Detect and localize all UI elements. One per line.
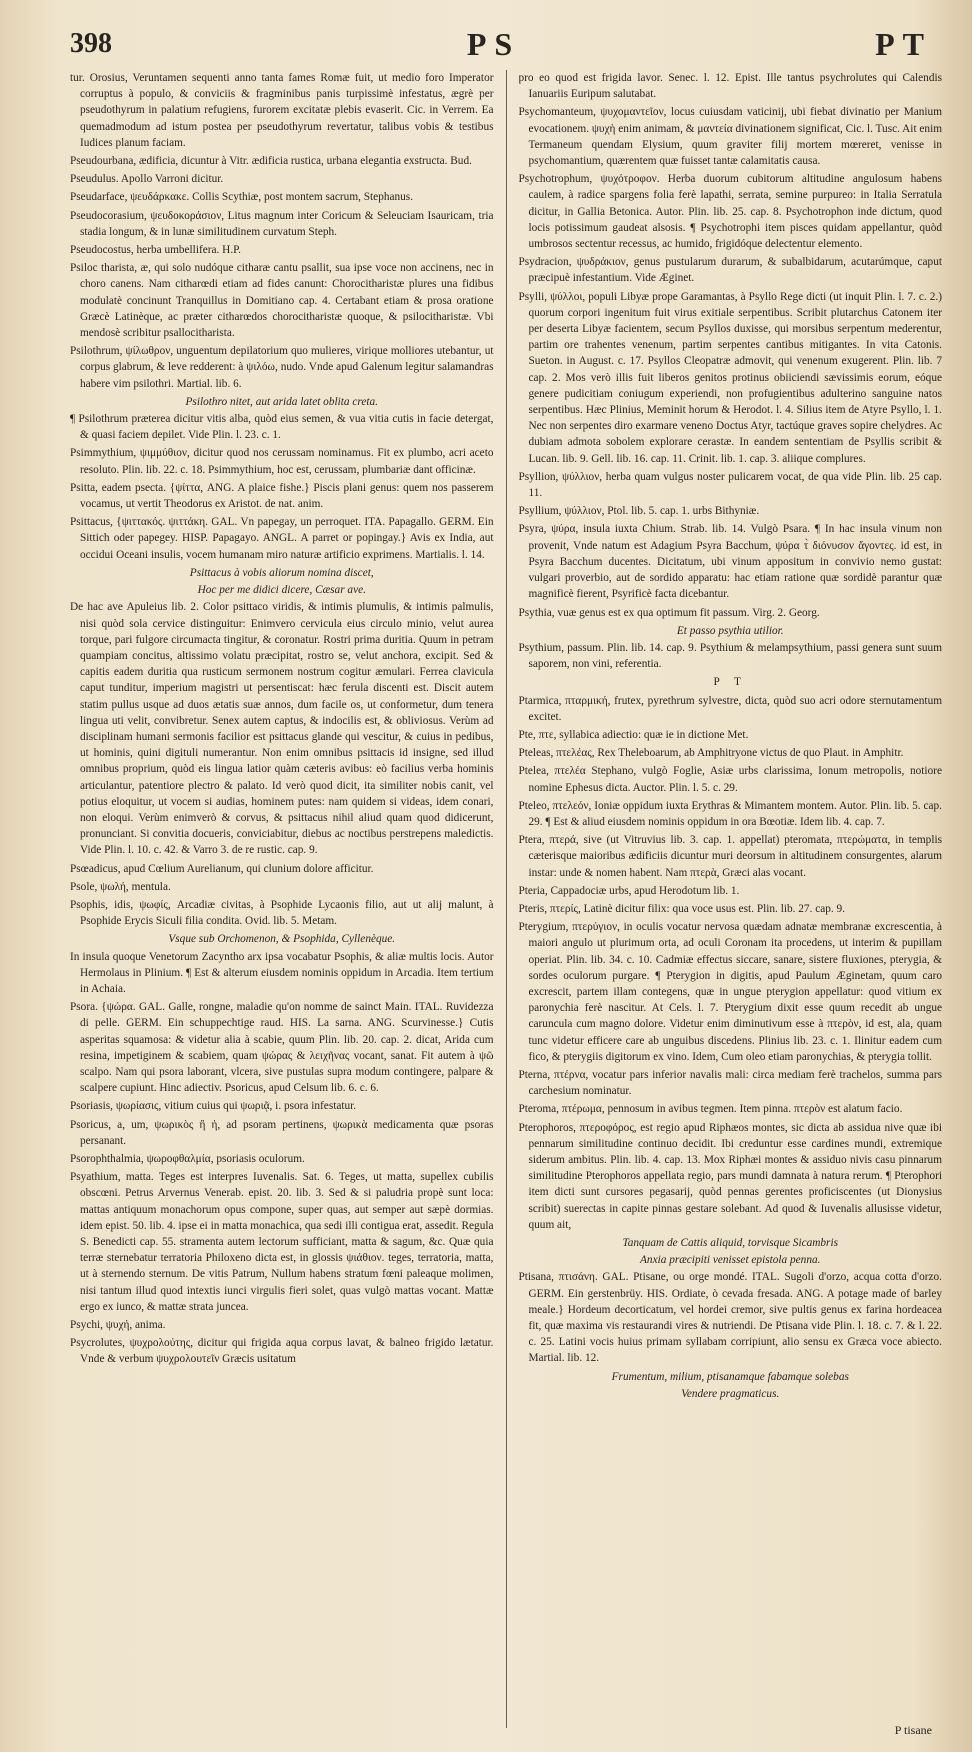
- dictionary-entry: Ptera, πτερά, sive (ut Vitruvius lib. 3. cap. 1. appellat) pteromata, πτερώματα, in templis cæterisque maioribus ædificiis dicuntur muri deorsum in altitudinem consurgentes, alarum instar: unde & nomen habent. Nam πτερὰ, Græci alas vocant.: [518, 834, 942, 879]
- dictionary-entry: ¶ Psilothrum præterea dicitur vitis alba, quòd eius semen, & vua vitia cutis in facie detergat, & quasi faciem depilet. Vide Plin. l. 23. c. 1.: [70, 413, 494, 442]
- text-columns: [70, 70, 942, 1728]
- dictionary-entry: Ptelea, πτελέα Stephano, vulgò Foglie, Asiæ urbs clarissima, Ionum metropolis, notiore nomine Ephesus dicta. Auctor. Plin. l. 5. c. 29.: [518, 765, 942, 794]
- verse-line: Psittacus à vobis aliorum nomina discet,: [189, 566, 374, 579]
- dictionary-entry: Pteris, πτερίς, Latinè dicitur filix: qua voce usus est. Plin. lib. 27. cap. 9.: [518, 902, 846, 915]
- verse-line: Frumentum, milium, ptisanamque fabamque solebas: [611, 1370, 849, 1383]
- dictionary-entry: Pterophoros, πτεροφόρος, est regio apud Riphæos montes, sic dicta ab assidua nive quæ ibi pennarum similitudine continuo decidit. Ibi creduntur esse cardines mundi, extremique siderum ambitus. Plin. lib. 4. cap. 13. Mox Riphæi montes & assiduo nivis casu pinnarum similitudine Pterophoros appellata regio, pars mundi damnata à natura rerum. ¶ Pterophori item dicti sunt cursores pegasarij, quòd pennas gerentes proficiscentes (ut Dionysius scribit) suerectas in capite pinnas gestare solebant. Ad quod & Iuvenalis allusisse videtur, quum ait,: [518, 1121, 942, 1231]
- dictionary-entry: Psiloc tharista, æ, qui solo nudóque citharæ cantu psallit, sua ipse voce non accinens, nec in choro canens. Nam citharœdi etiam ad fides canunt: Chorocitharistæ plures una fidibus modulatè concinunt Tranquillus in Domitiano cap. 4. Certabant etiam & prosa oratione Græcè Latinèque, ac præter citharœdos chorocitharistæ quoque, & psilocitharistæ. Vbi mendosè scribitur psallocitharista.: [70, 262, 494, 340]
- verse-line: Hoc per me didici dicere, Cæsar ave.: [197, 584, 366, 597]
- dictionary-entry: Pteleo, πτελεόν, Ioniæ oppidum iuxta Erythras & Mimantem montem. Autor. Plin. lib. 5. cap. 29. ¶ Est & aliud eiusdem nominis oppidum in ora Bœotiæ. Idem lib. 4. cap. 7.: [518, 799, 942, 828]
- verse-line: Vendere pragmaticus.: [681, 1387, 780, 1400]
- verse-line: Et passo psythia utilior.: [676, 624, 784, 637]
- dictionary-entry: Psylli, ψύλλοι, populi Libyæ prope Garamantas, à Psyllo Rege dicti (ut inquit Plin. l. 7. c. 2.) quorum corpori ingenitum fuit virus exitiale serpentibus. Scribit plutarchus Catonem iter per deserta Libyæ facientem, secum Psyllos duxisse, qui morsibus serpentum mederentur, partim ore trahentes venenum, partim serpentes cantibus mitigantes. In vita Catonis. Sueton. in August. c. 17. Psyllos Cleopatræ admovit, qui venenum exugerent. Plin. lib. 7 cap. 2. Mos verò illis fuit liberos genitos protinus obiiciendi sævissimis eorum, eóque genere pudicitiam coniugum experiendi, non profugientibus adulterino sanguine natos serpentibus. Hæc Plinius, Meminit horum & Herodot. l. 4. Silius item de Atyre Psyllo, l. 1. Nec non serpentes diro exarmare veneno Doctus Atyr, tactúque graves sopire chelydres. Ac dubiam admota sobolem explorare cerastæ. In eandem sententiam de Psyllis scribit & Lucan. lib. 9. Gell. lib. 16. cap. 11. Crinit. lib. 1. cap. 3. aliique complures.: [518, 290, 942, 465]
- verse-line: Vsque sub Orchomenon, & Psophida, Cyllenèque.: [168, 933, 396, 946]
- dictionary-entry: Psittacus, {ψιττακός. ψιττάκη. GAL. Vn papegay, un perroquet. ITA. Papagallo. GERM. Ein Sittich oder papegey. HISP. Papagayo. ANGL. A parret or popingay.} Avis ex India, aut occidui Oceani insulis, vocem humanam miro naturæ artificio exprimens. Martialis. l. 14.: [70, 516, 494, 561]
- dictionary-entry: tur. Orosius, Veruntamen sequenti anno tanta fames Romæ fuit, ut medio foro Imperator corruptus à populo, & conviciis & fragminibus panis turpissimè infestatus, ægrè per pseudothyrum in palatium refugiens, furorem excitatæ plebis evaserit. Cic. in Verrem. Ea quemadmodum ad istum postea per pseudothyrum revertatur, talibus vobis & testibus Iudices planum faciam.: [70, 72, 494, 149]
- dictionary-entry: Pterna, πτέρνα, vocatur pars inferior navalis mali: circa mediam ferè trachelos, summa pars carchesium nominatur.: [518, 1068, 942, 1098]
- dictionary-entry: Pseudarface, ψευδάρκακε. Collis Scythiæ, post montem sacrum, Stephanus.: [70, 191, 414, 204]
- dictionary-entry: Psole, ψωλή, mentula.: [70, 880, 171, 893]
- dictionary-entry: Psychomanteum, ψυχομαντεῖον, locus cuiusdam vaticinij, ubi fiebat divinatio per Manium evocationem. ψυχὴ enim animam, & μαντεία divinationem significat, Cic. l. Tusc. Ait enim Termaneum quendam Elysium, quum graviter filij mortem mœreret, venisse in psychomantium, quærentem quæ fuisset tantæ calamitatis causa.: [518, 106, 942, 168]
- dictionary-entry: Psyllion, ψύλλιον, herba quam vulgus noster pulicarem vocat, de qua vide Plin. lib. 25 cap. 11.: [518, 470, 942, 500]
- dictionary-entry: Psilothrum, ψίλωθρον, unguentum depilatorium quo mulieres, virique molliores utebantur, ut corpus glabrum, & leve redderent: à ψιλόω, nudo. Vnde apud Galenum legitur salamandras habere vim psilothri. Martial. lib. 6.: [70, 345, 494, 390]
- running-head-right: PT: [875, 25, 932, 62]
- dictionary-entry: pro eo quod est frigida lavor. Senec. l. 12. Epist. Ille tantus psychrolutes qui Calendis Ianuariis Euripum salutabat.: [518, 72, 942, 101]
- left-column: [70, 70, 494, 1728]
- dictionary-entry: Pteroma, πτέρωμα, pennosum in avibus tegmen. Item pinna. πτερὸν est alatum facio.: [518, 1103, 903, 1116]
- dictionary-entry: Psophis, idis, ψωφίς, Arcadiæ civitas, à Psophide Lycaonis filio, aut ut alij malunt, à Psophide Erycis Siculi filia condita. Ovid. lib. 5. Metam.: [70, 898, 494, 928]
- dictionary-entry: Pseudocostus, herba umbellifera. H.P.: [70, 244, 241, 257]
- dictionary-entry: Ptarmica, πταρμική, frutex, pyrethrum sylvestre, dicta, quòd suo acri odore sternutamentum excitet.: [518, 694, 942, 723]
- right-column: [519, 70, 943, 1728]
- dictionary-entry: Psorophthalmia, ψωροφθαλμία, psoriasis oculorum.: [70, 1153, 305, 1165]
- dictionary-entry: Psydracion, ψυδράκιον, genus pustularum durarum, & subalbidarum, acutarúmque, caput præcipuè infestantium. Vide Æginet.: [518, 256, 942, 285]
- dictionary-entry: Ptisana, πτισάνη. GAL. Ptisane, ou orge mondé. ITAL. Sugoli d'orzo, acqua cotta d'orzo. GERM. Ein gerstenbrüy. HIS. Ordiate, ò cevada fresada. ANG. A potage made of barley meale.} Hordeum decorticatum, vel hordei cremor, sive pultis genus ex farina hordeacea fit, quæ maxima vis restaurandi vires & nutriendi. De Ptisana vide Plin. l. 18. c. 7. & l. 22. c. 25. Latini vocis huius primam syllabam corripiunt, alio sensu ex Græca voce abiecto. Martial. lib. 12.: [518, 1271, 942, 1365]
- dictionary-entry: Pseudocorasium, ψευδοκοράσιον, Litus magnum inter Coricum & Seleuciam Isauricam, tria stadia longum, & in lunæ similitudinem curvatum Steph.: [70, 209, 494, 238]
- dictionary-entry: Psychotrophum, ψυχότροφον. Herba duorum cubitorum altitudine angulosum habens caulem, à radice spargens folia ferè lapathi, serrata, semine purpureo: in Italia Serratula dicitur, in Gallia Betonica. Autor. Plin. lib. 25. cap. 8. Psychotrophon inde dictum, quod locis potissimum gaudeat alsosis. ¶ Psychotrophi item pisces quidam appellantur, quòd umbrosos sectentur recessus, ac humido, frigidóque delectentur elemento.: [518, 173, 942, 251]
- dictionary-entry: De hac ave Apuleius lib. 2. Color psittaco viridis, & intimis plumulis, & intimis palmulis, nisi quòd sola cervice distinguitur: Enimvero cervicula eius circulo minio, velut aurea torque, pari fulgore circumacta tingitur, & coronatur. Rostri prima duritia. Quum in petram quampiam concitus, altissimo volatu præcipitat, rostro se, velut anchora, excipit. Sed & capitis eadem duritia qua rusticum sermonem nostrum cogitur æmulari. Ferrea clavicula caput tunditur, imperium magistri ut persentiscat: hæc ferula discenti est. Discit autem statim pullus usque ad duos ætatis suæ annos, dum facile os, ut conformetur, dum tenera lingua uti velit, convibretur. Senex autem captus, & indocilis est, & obliviosus. Verùm ad disciplinam humani sermonis facilior est psittacus glande qui vescitur, & cuius in pedibus, ut hominis, quini digituli numerantur. Non enim omnibus psittacis id insigne, sed illud omnibus proprium, quòd eis lingua latior quàm cæteris avibus: eò facilius verba hominis articulantur, patentiore plectro & palato. Id verò quod dicit, ita similiter nobis canit, vel potius eloquitur, ut vocem si audias, hominem putes: nam quidem si videas, idem conari, non eloqui. Verùm enimverò & corvus, & psittacus nihil aliud quam quod didicerunt, pronunciant. Si convitia docueris, conviciabitur, diebus ac noctibus perstrepens maledictis. Vide Plin. l. 10. c. 42. & Varro 3. de re rustic. cap. 9.: [70, 601, 494, 857]
- dictionary-entry: Psimmythium, ψιμμύθιον, dicitur quod nos cerussam nominamus. Fit ex plumbo, acri aceto resoluto. Plin. lib. 22. c. 18. Psimmythium, hoc est, cerussam, plumbariæ dant officinæ.: [70, 447, 494, 476]
- dictionary-entry: Pterygium, πτερύγιον, in oculis vocatur nervosa quædam adnatæ membranæ excrescentia, à maiori angulo ut plurimum orta, ad oculi Coronam ita procedens, ut interim & pupillam operiat. Plin. lib. 34. c. 10. Cadmiæ effectus siccare, sanare, sistere fluxiones, pterygia, & sordes oculorum purgare. ¶ Pterygion in digitis, apud Paulum Æginetam, quum caro excrescit, partem illam contegens, quæ in ungue pterygion appellatur: quod vitium ex paronychia ferè nascitur. At Cels. l. 7. Pterygium dixit esse quum recedit ab ungue caruncula cum magno dolore. Videtur enim diminutivum esse à πτερὸν, id est, ala, quam tunc videtur efficere care ab unguibus discedens. Plinius lib. 23. c. 1. Ilinitur eadem cum fico, & pterygiis digitorum ex vino. Idem, Cum oleo etiam paronychias, & pterygia tollit.: [518, 921, 942, 1063]
- column-divider: [506, 70, 507, 1728]
- dictionary-entry: Pseudourbana, ædificia, dicuntur à Vitr. ædificia rustica, urbana elegantia exstructa. Bud.: [70, 155, 472, 168]
- section-heading: P T: [713, 676, 747, 689]
- running-head-left: PS: [466, 25, 521, 62]
- dictionary-entry: Psycrolutes, ψυχρολούτης, dicitur qui frigida aqua corpus lavat, & balneo frigido lætatur. Vnde & verbum ψυχρολουτεῖν Græcis usitatum: [70, 1337, 494, 1366]
- verse-line: Tanquam de Cattis aliquid, torvisque Sicambris: [622, 1237, 838, 1250]
- verse-line: Psilothro nitet, aut arida latet oblita creta.: [185, 395, 378, 408]
- dictionary-entry: In insula quoque Venetorum Zacyntho arx ipsa vocabatur Psophis, & aliæ multis locis. Autor Hermolaus in Plinium. ¶ Est & alterum eiusdem nominis oppidum in Arcadia. Item tertium in Achaia.: [70, 950, 494, 995]
- page-header: [70, 24, 932, 64]
- catchword: P tisane: [894, 1723, 932, 1737]
- dictionary-entry: Psythium, passum. Plin. lib. 14. cap. 9. Psythium & melampsythium, passi genera sunt suum saporem, non vini, referentia.: [518, 641, 942, 671]
- dictionary-entry: Psoricus, a, um, ψωρικὸς ἢ ἡ, ad psoram pertinens, ψωρικὰ medicamenta quæ psoras persanant.: [70, 1118, 494, 1147]
- verse-line: Anxia præcipiti venisset epistola penna.: [640, 1254, 821, 1267]
- dictionary-entry: Psœadicus, apud Cœlium Aurelianum, qui clunium dolore afficitur.: [70, 862, 374, 875]
- dictionary-entry: Psyllium, ψύλλιον, Ptol. lib. 5. cap. 1. urbs Bithyniæ.: [518, 505, 760, 518]
- dictionary-entry: Pte, πτε, syllabica adiectio: quæ ie in dictione Met.: [518, 728, 749, 741]
- dictionary-entry: Pteleas, πτελέας, Rex Theleboarum, ab Amphitryone victus de quo Plaut. in Amphitr.: [518, 747, 904, 760]
- dictionary-entry: Pteria, Cappadociæ urbs, apud Herodotum lib. 1.: [518, 884, 740, 897]
- dictionary-entry: Psoriasis, ψωρίασις, vitium cuius qui ψωριᾷ, i. psora infestatur.: [70, 1100, 357, 1113]
- dictionary-entry: Psyra, ψύρα, insula iuxta Chium. Strab. lib. 14. Vulgò Psara. ¶ In hac insula vinum non provenit, Vnde natum est Adagium Psyra Bacchum, ψύρα τ̀ διόνυσον ἄγοντες. id est, in Psyra Bacchum ducentes. Dicitatum, ubi vinum appositum in convivio nemo gustat: vulgari proverbio, aut de sordido apparatu: hac etiam ratione quæ sordidè parantur quæ magnificè fierent, Psyrificè facta dicebantur.: [518, 523, 942, 601]
- dictionary-entry: Psychi, ψυχή, anima.: [70, 1319, 166, 1332]
- dictionary-entry: Pseudulus. Apollo Varroni dicitur.: [70, 173, 224, 186]
- dictionary-entry: Psitta, eadem psecta. {ψίττα, ANG. A plaice fishe.} Piscis plani genus: quem nos passerem vocamus, ut vertit Theodorus ex Aristot. de nat. anim.: [70, 481, 494, 511]
- page-number: 398: [70, 28, 112, 59]
- dictionary-entry: Psythia, vuæ genus est ex qua optimum fit passum. Virg. 2. Georg.: [518, 606, 820, 619]
- dictionary-entry: Psyathium, matta. Teges est interpres Iuvenalis. Sat. 6. Teges, ut matta, supellex cubilis obscœni. Petrus Arvernus Venerab. epist. 20. lib. 3. Sed & si paludria propè sunt loca: mattas antiquum monachorum opus compone, super quas, aut semper aut sæpè dormias. idem epist. 50. lib. 4. ipse ei in matta monachica, qua sedi illi contigua erat, assedit. Regula S. Benedicti cap. 55. stramenta autem lectorum sufficiant, matta & sagum, &c. Quæ quia terræ sternebatur terratoria Philoxeno dicta est, in glossis ψιάθιον. teges, terratoria, matta, ut à sternendo sternum. De vitis Patrum, Nullum habens stratum fœni paleaque molimen, nisi tantum illud quod intextis iunci virgulis fieri solet, quas vulgò mattas vocant. Mattæ ergo ex iunco, & mattæ strata juncea.: [70, 1171, 494, 1313]
- dictionary-entry: Psora. {ψώρα. GAL. Galle, rongne, maladie qu'on nomme de sainct Main. ITAL. Ruvidezza di pelle. GERM. Ein schuppechtige raud. HIS. La sarna. ANG. Scurvinesse.} Cutis asperitas squamosa: & videtur alia à scabie, quum Plin. lib. 20. cap. 2. dicat, Arida cum resina, impetiginem & scabiem, quam ψώρας & λειχῆνας vocant, sanat. Fit autem à ψῶ scalpo. Nam qui psora laborant, vlcera, sive pustulas supra modum contingere, palpare & scalpere cupiunt. Hinc adiectiv. Psoricus, apud Celsum lib. 6. c. 6.: [70, 1001, 494, 1095]
